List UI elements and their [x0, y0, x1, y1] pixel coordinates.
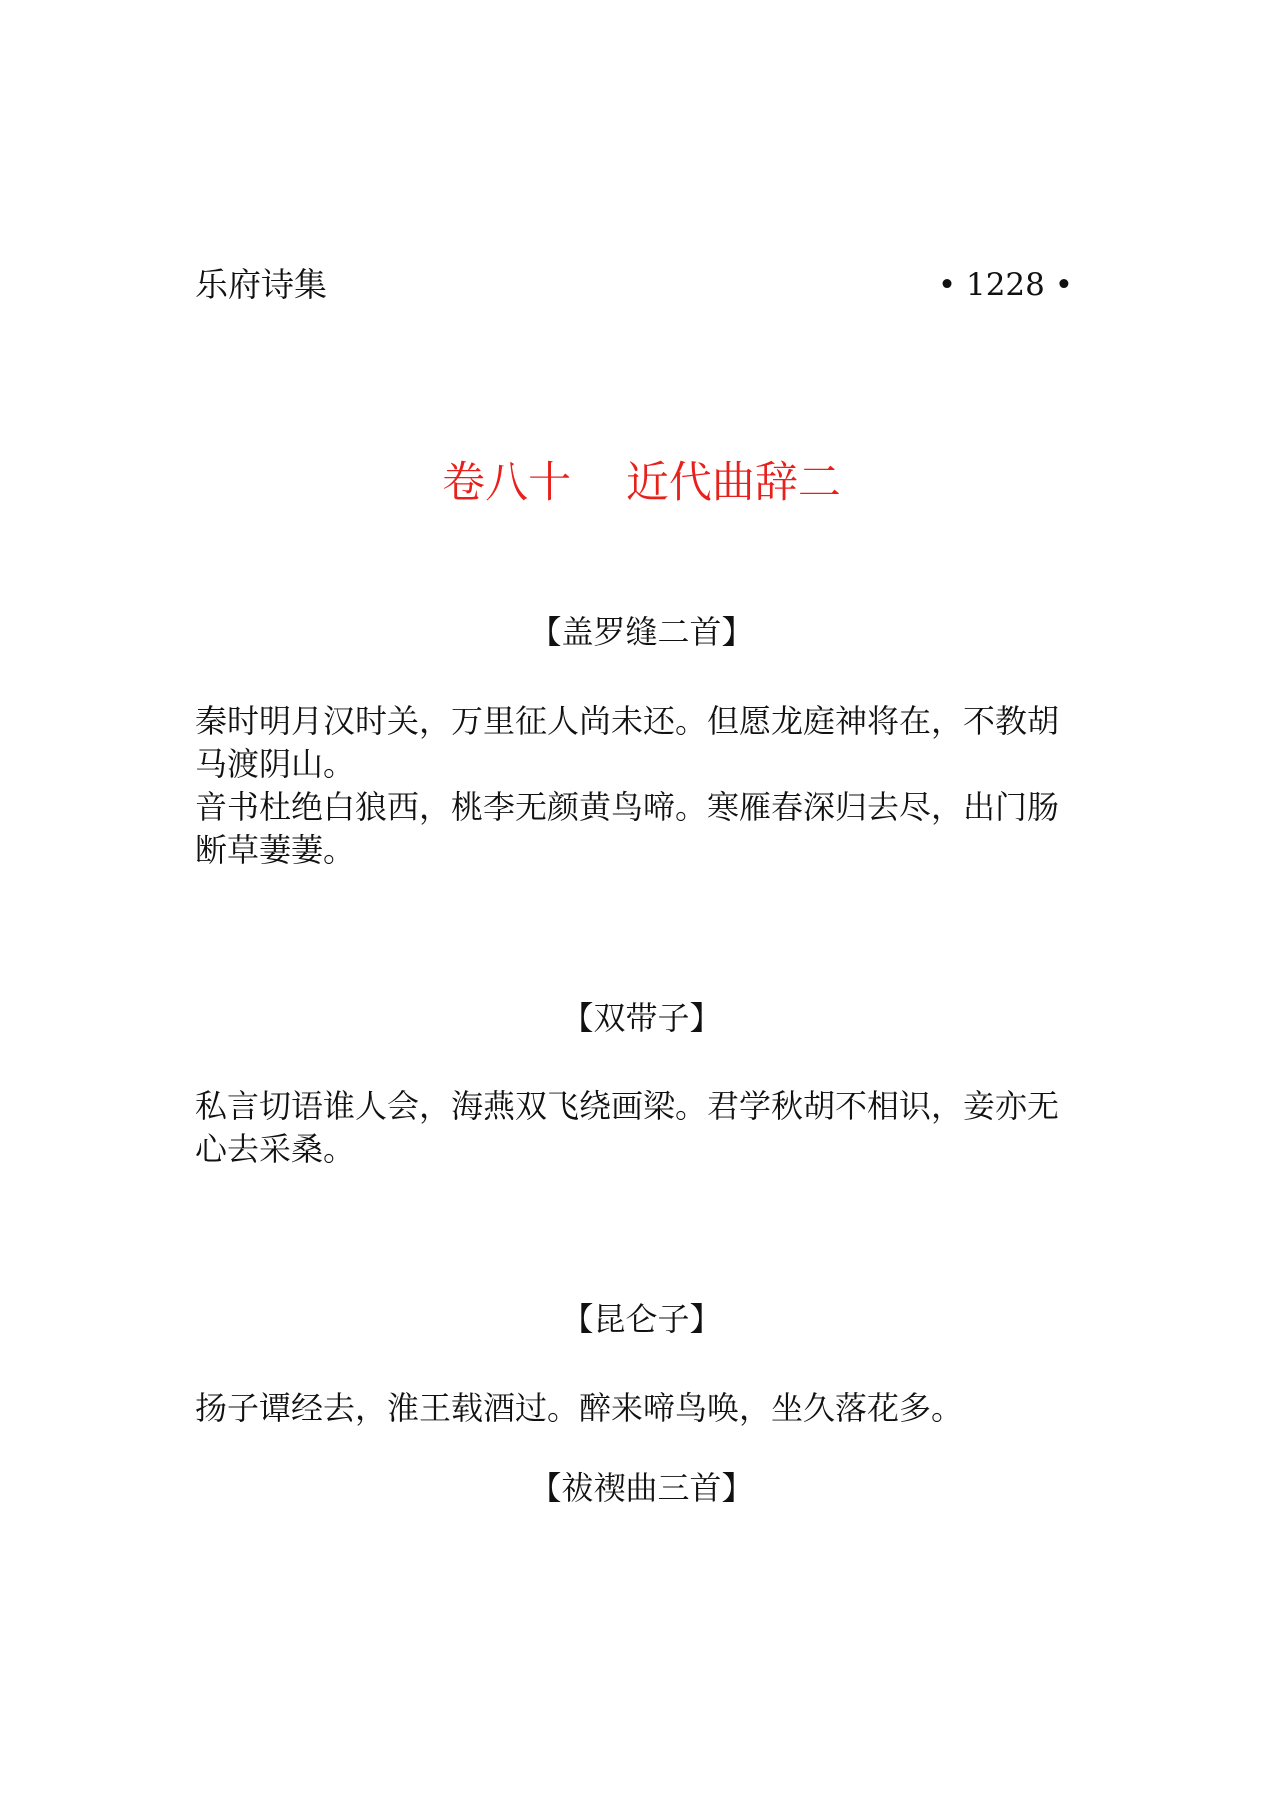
section-title: 【昆仑子】 — [561, 1300, 722, 1338]
poem-text: 秦时明月汉时关，万里征人尚未还。但愿龙庭神将在，不教胡马渡阴山。 — [195, 702, 1060, 783]
page-number: • 1228 • — [937, 267, 1073, 303]
poem-text: 私言切语谁人会，海燕双飞绕画梁。君学秋胡不相识，妾亦无心去采桑。 — [195, 1087, 1060, 1168]
poem-text: 扬子谭经去，淮王载酒过。醉来啼鸟唤，坐久落花多。 — [195, 1389, 964, 1427]
book-title: 乐府诗集 — [195, 265, 327, 304]
section-title: 【双带子】 — [561, 999, 722, 1037]
poem-text: 音书杜绝白狼西，桃李无颜黄鸟啼。寒雁春深归去尽，出门肠断草萋萋。 — [195, 788, 1060, 869]
chapter-title: 卷八十 近代曲辞二 — [442, 458, 841, 508]
section-title: 【盖罗缝二首】 — [529, 613, 754, 651]
section-title: 【祓禊曲三首】 — [529, 1469, 754, 1507]
